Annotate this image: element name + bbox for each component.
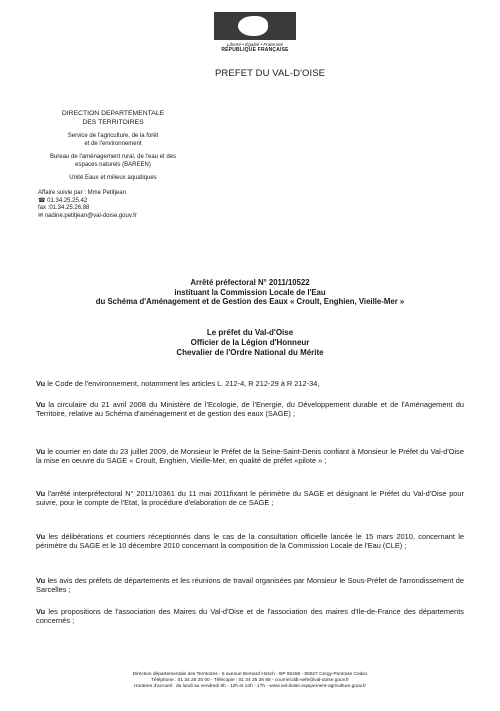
- footer-contact: Téléphone : 01 34 25 25 00 - Télécopie : 01 34 25 26 88 - courriel:ddt-sefe@val-doise.gouv.fr: [150, 678, 350, 684]
- consideration-lead: Vu: [36, 400, 46, 409]
- consideration-text: le Code de l'environnement, notamment les articles L. 212-4, R 212-29 à R 212-34,: [45, 379, 320, 388]
- prefet-signatory-block: [40, 328, 460, 358]
- consideration-lead: Vu: [36, 532, 46, 541]
- page-footer: [70, 672, 430, 691]
- consideration-paragraph: [36, 489, 464, 508]
- consideration-paragraph: [36, 379, 464, 388]
- consideration-lead: Vu: [36, 447, 46, 456]
- direction-line2: DES TERRITOIRES: [82, 118, 144, 126]
- arrete-title: [40, 278, 460, 307]
- marianne-logo: [214, 12, 296, 62]
- consideration-lead: Vu: [36, 379, 46, 388]
- followed-by: Affaire suivie par : Mme Petitjean: [38, 190, 126, 196]
- consideration-text: les délibérations et courriers réceptionnés dans le cas de la consultation officielle lancée le 15 mars 2010, concernant le périmètre du SAGE et le 10 décembre 2010 concernant la composition de la Commission Locale de l'Eau (CLE) ;: [36, 532, 464, 551]
- service-line1: Service de l'agriculture, de la forêt: [67, 133, 159, 139]
- marianne-flag-icon: [214, 12, 296, 40]
- consideration-paragraph: [36, 447, 464, 466]
- consideration-text: les avis des préfets de départements et les réunions de travail organisées par Monsieur le Sous-Préfet de l'arrondissement de Sarcelles ;: [36, 576, 464, 595]
- consideration-paragraph: [36, 532, 464, 551]
- consideration-paragraph: [36, 400, 464, 419]
- bureau-line1: Bureau de l'aménagement rural, de l'eau et des: [49, 154, 177, 160]
- consideration-text: la circulaire du 21 avril 2008 du Ministère de l'Ecologie, de l'Energie, du Développement durable et de l'Aménagement du Territoire, relative au Schéma d'aménagement et de gestion des eaux (SAGE) ;: [36, 400, 464, 419]
- arrete-subject: instituant la Commission Locale de l'Eau: [174, 287, 326, 297]
- consideration-paragraph: [36, 576, 464, 595]
- logo-republic: RÉPUBLIQUE FRANÇAISE: [221, 47, 289, 53]
- prefet-honor-1: Officier de la Légion d'Honneur: [190, 338, 310, 347]
- footer-address: Direction départementale des Territoires - 5 avenue Bernard Hirsch - BP 60458 - 95027 Cergy-Pontoise Cedex: [132, 672, 368, 677]
- prefet-honor-2: Chevalier de l'Ordre National du Mérite: [176, 348, 324, 357]
- consideration-paragraph: [36, 607, 464, 626]
- consideration-lead: Vu: [36, 576, 46, 585]
- arrete-scheme: du Schéma d'Aménagement et de Gestion des Eaux « Croult, Enghien, Vieille-Mer »: [95, 297, 405, 307]
- issuing-department: [38, 110, 188, 189]
- consideration-text: les propositions de l'association des Maires du Val-d'Oise et de l'association des maires d'Ile-de-France des départements concernés ;: [36, 607, 464, 626]
- prefet-name: Le préfet du Val-d'Oise: [206, 328, 294, 337]
- consideration-lead: Vu: [36, 607, 46, 616]
- bureau-line2: espaces naturels (BAREEN): [75, 161, 151, 168]
- consideration-lead: Vu: [36, 489, 46, 498]
- consideration-text: l'arrêté interpréfectoral N° 2011/10361 du 11 mai 2011fixant le périmètre du SAGE et désignant le Préfet du Val-d'Oise pour suivre, pour le compte de l'Etat, la procédure d'elaboration de ce SAGE ;: [36, 489, 464, 508]
- prefet-title: PREFET DU VAL-D'OISE: [215, 68, 326, 79]
- arrete-number: Arrêté préfectoral N° 2011/10522: [190, 278, 310, 287]
- service-line2: et de l'environnement: [84, 140, 142, 147]
- logo-motto: Liberté • Égalité • Fraternité: [226, 42, 284, 47]
- email-address: nadine.petitjean@val-doise.gouv.fr: [44, 212, 137, 219]
- fax-number: fax :01.34.25.26.88: [38, 205, 90, 212]
- contact-block: [38, 190, 208, 220]
- consideration-text: le courrier en date du 23 juillet 2009, de Monsieur le Préfet de la Seine-Saint-Denis confiant à Monsieur le Préfet du Val-d'Oise la mise en oeuvre du SAGE « Croult, Enghien, Vieille-Mer, en qualité de préfet «pilote » ;: [36, 447, 464, 466]
- direction-line1: DIRECTION DEPARTEMENTALE: [61, 110, 165, 117]
- footer-hours: Horaires d'accueil : du lundi au vendredi 9h - 12h et 14h - 17h - www.val-doise.equipement-agriculture.gouv.fr: [133, 684, 366, 690]
- email-icon: ✉: [38, 212, 45, 219]
- phone-icon: ☎: [38, 197, 48, 204]
- phone-number: 01.34.25.25.42: [47, 197, 88, 204]
- unit-line: Unité Eaux et milieux aquatiques: [69, 175, 157, 181]
